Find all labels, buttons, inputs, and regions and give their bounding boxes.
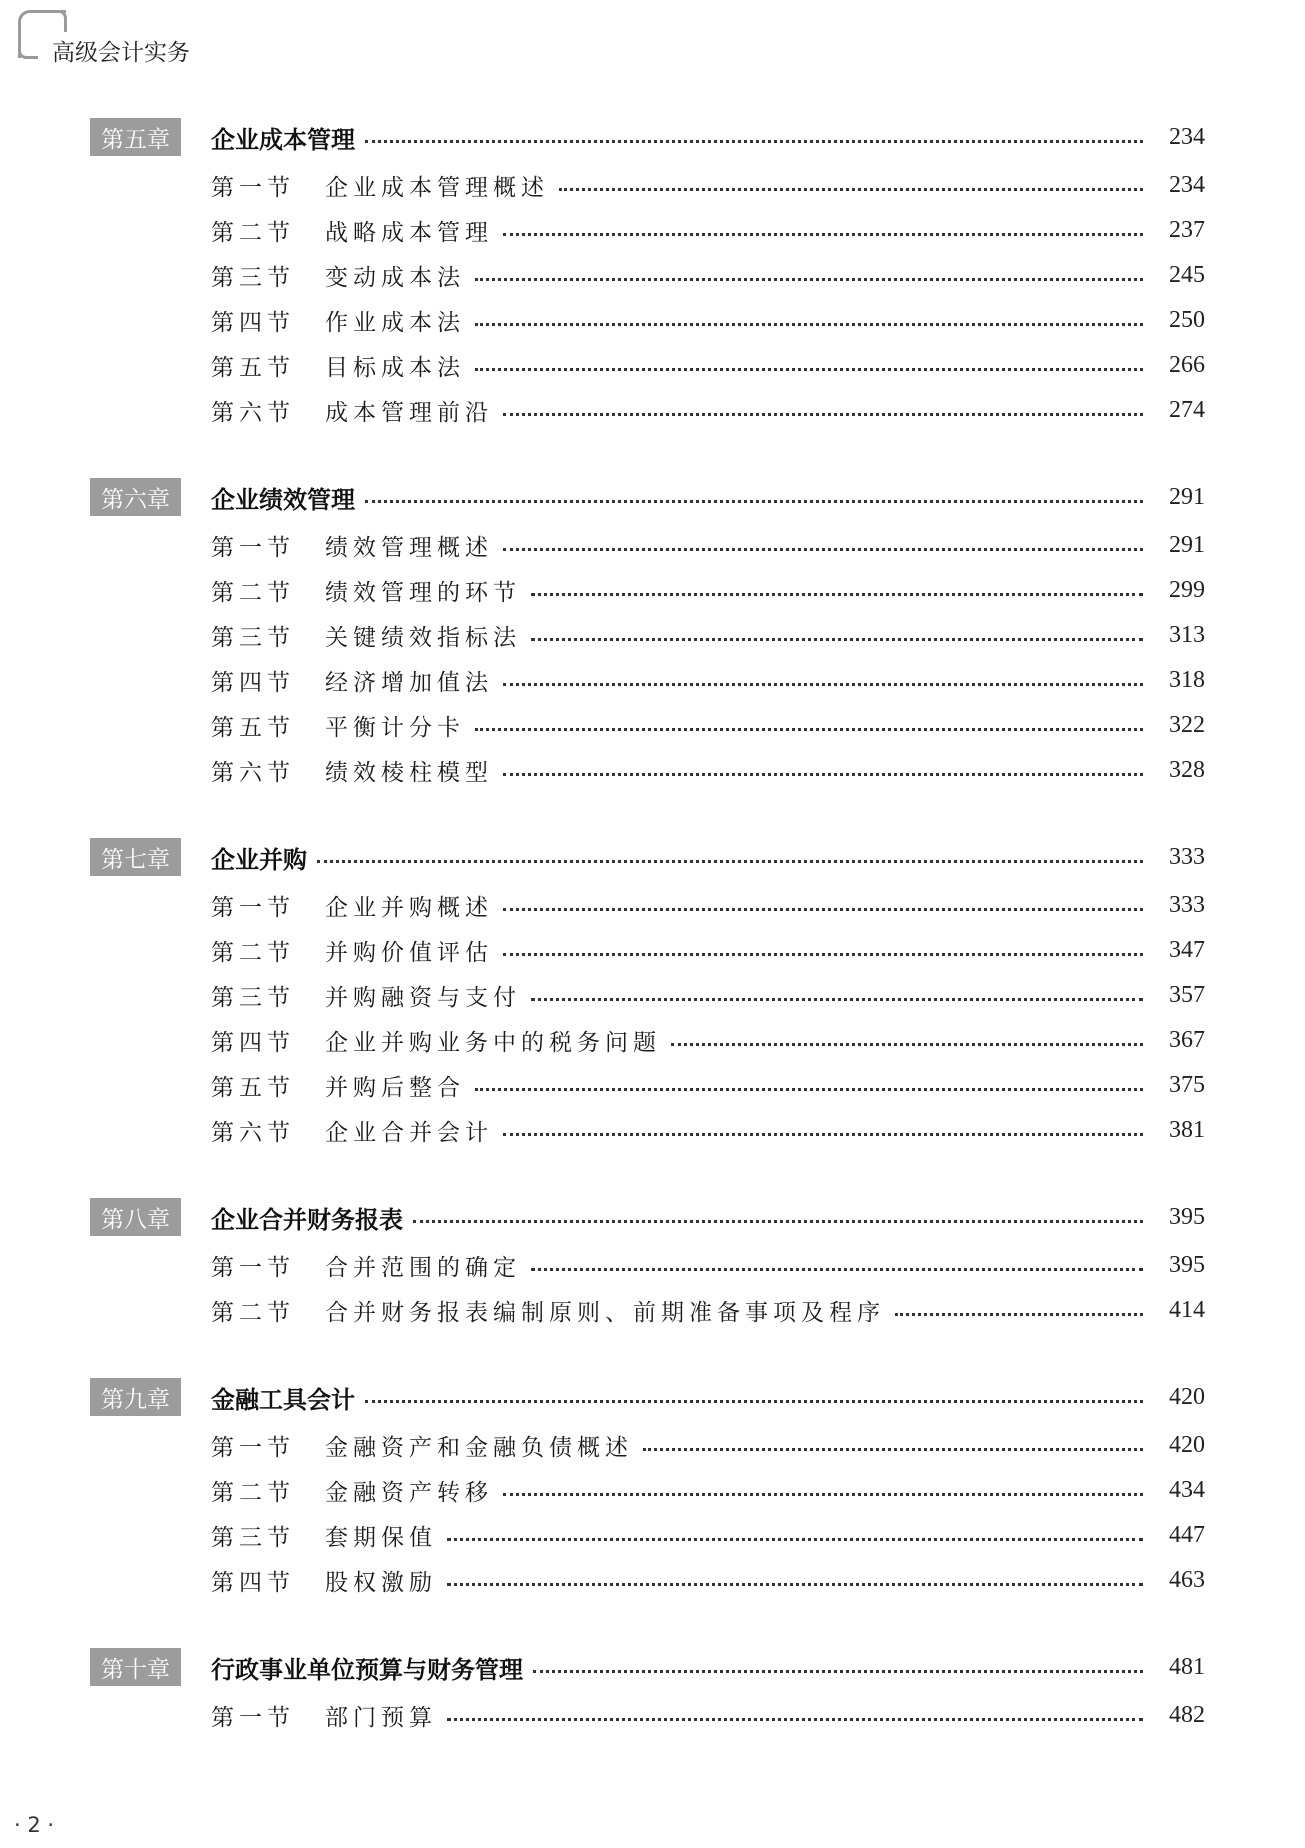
section-number: 第四节 xyxy=(211,1570,295,1596)
section-number: 第二节 xyxy=(211,1300,295,1326)
section-title: 企业并购业务中的税务问题 xyxy=(325,1030,661,1056)
dot-leader xyxy=(503,773,1143,776)
section-title: 并购后整合 xyxy=(325,1075,465,1101)
section-title: 股权激励 xyxy=(325,1570,437,1596)
dot-leader xyxy=(447,1718,1143,1721)
chapter-badge: 第七章 xyxy=(90,838,181,876)
dot-leader xyxy=(503,1133,1143,1136)
chapter-row[interactable] xyxy=(90,1195,1205,1239)
dot-leader xyxy=(895,1313,1143,1316)
section-number: 第五节 xyxy=(211,715,295,741)
section-row[interactable] xyxy=(211,658,1205,703)
chapter-row[interactable] xyxy=(90,1645,1205,1689)
dot-leader xyxy=(365,140,1143,143)
section-page-number: 266 xyxy=(1169,352,1205,378)
section-number: 第四节 xyxy=(211,670,295,696)
dot-leader xyxy=(365,500,1143,503)
dot-leader xyxy=(559,188,1143,191)
dot-leader xyxy=(475,728,1143,731)
chapter-page-number: 234 xyxy=(1169,123,1205,150)
chapter-row[interactable] xyxy=(90,835,1205,879)
chapter-badge: 第十章 xyxy=(90,1648,181,1686)
section-title: 绩效棱柱模型 xyxy=(325,760,493,786)
section-number: 第四节 xyxy=(211,310,295,336)
chapter-title: 企业绩效管理 xyxy=(211,485,355,514)
section-title: 平衡计分卡 xyxy=(325,715,465,741)
section-title: 企业成本管理概述 xyxy=(325,175,549,201)
section-number: 第一节 xyxy=(211,1705,295,1731)
dot-leader xyxy=(503,233,1143,236)
dot-leader xyxy=(503,548,1143,551)
section-title: 金融资产和金融负债概述 xyxy=(325,1435,633,1461)
chapter-block xyxy=(90,835,1205,1153)
dot-leader xyxy=(671,1043,1143,1046)
dot-leader xyxy=(475,278,1143,281)
section-row[interactable] xyxy=(211,343,1205,388)
chapter-block xyxy=(90,1375,1205,1603)
section-page-number: 447 xyxy=(1169,1522,1205,1548)
dot-leader xyxy=(533,1670,1143,1673)
section-title: 经济增加值法 xyxy=(325,670,493,696)
chapter-page-number: 481 xyxy=(1169,1653,1205,1680)
chapter-title: 企业合并财务报表 xyxy=(211,1205,403,1234)
dot-leader xyxy=(503,1493,1143,1496)
table-of-contents xyxy=(90,115,1205,1780)
section-row[interactable] xyxy=(211,298,1205,343)
section-page-number: 434 xyxy=(1169,1477,1205,1503)
section-row[interactable] xyxy=(211,748,1205,793)
dot-leader xyxy=(413,1220,1143,1223)
section-number: 第三节 xyxy=(211,265,295,291)
section-title: 企业并购概述 xyxy=(325,895,493,921)
section-number: 第一节 xyxy=(211,175,295,201)
section-number: 第一节 xyxy=(211,1255,295,1281)
chapter-badge: 第八章 xyxy=(90,1198,181,1236)
section-page-number: 333 xyxy=(1169,892,1205,918)
section-page-number: 357 xyxy=(1169,982,1205,1008)
chapter-title: 行政事业单位预算与财务管理 xyxy=(211,1655,523,1684)
dot-leader xyxy=(475,1088,1143,1091)
section-title: 绩效管理概述 xyxy=(325,535,493,561)
dot-leader xyxy=(317,860,1143,863)
section-row[interactable] xyxy=(211,1468,1205,1513)
section-list xyxy=(90,1423,1205,1603)
section-title: 部门预算 xyxy=(325,1705,437,1731)
chapter-title: 金融工具会计 xyxy=(211,1385,355,1414)
section-page-number: 463 xyxy=(1169,1567,1205,1593)
dot-leader xyxy=(503,413,1143,416)
dot-leader xyxy=(447,1583,1143,1586)
section-page-number: 291 xyxy=(1169,532,1205,558)
section-page-number: 318 xyxy=(1169,667,1205,693)
section-page-number: 328 xyxy=(1169,757,1205,783)
section-page-number: 245 xyxy=(1169,262,1205,288)
section-number: 第三节 xyxy=(211,625,295,651)
section-list xyxy=(90,1243,1205,1333)
running-header-title: 高级会计实务 xyxy=(52,40,190,66)
section-row[interactable] xyxy=(211,928,1205,973)
dot-leader xyxy=(531,593,1143,596)
page-number-footer: · 2 · xyxy=(14,1813,55,1837)
section-title: 目标成本法 xyxy=(325,355,465,381)
section-number: 第二节 xyxy=(211,1480,295,1506)
section-row[interactable] xyxy=(211,208,1205,253)
section-row[interactable] xyxy=(211,613,1205,658)
section-number: 第五节 xyxy=(211,355,295,381)
dot-leader xyxy=(531,638,1143,641)
chapter-badge: 第五章 xyxy=(90,118,181,156)
section-number: 第二节 xyxy=(211,940,295,966)
section-page-number: 237 xyxy=(1169,217,1205,243)
section-list xyxy=(90,1693,1205,1738)
chapter-row[interactable] xyxy=(90,475,1205,519)
section-number: 第二节 xyxy=(211,580,295,606)
section-number: 第六节 xyxy=(211,1120,295,1146)
section-row[interactable] xyxy=(211,1558,1205,1603)
chapter-page-number: 420 xyxy=(1169,1383,1205,1410)
section-row[interactable] xyxy=(211,568,1205,613)
section-title: 作业成本法 xyxy=(325,310,465,336)
section-title: 并购价值评估 xyxy=(325,940,493,966)
chapter-block xyxy=(90,475,1205,793)
section-title: 企业合并会计 xyxy=(325,1120,493,1146)
dot-leader xyxy=(503,683,1143,686)
section-list xyxy=(90,163,1205,433)
section-row[interactable] xyxy=(211,523,1205,568)
section-row[interactable] xyxy=(211,973,1205,1018)
section-number: 第四节 xyxy=(211,1030,295,1056)
section-number: 第六节 xyxy=(211,760,295,786)
section-page-number: 420 xyxy=(1169,1432,1205,1458)
section-page-number: 482 xyxy=(1169,1702,1205,1728)
dot-leader xyxy=(475,323,1143,326)
section-page-number: 375 xyxy=(1169,1072,1205,1098)
section-page-number: 322 xyxy=(1169,712,1205,738)
section-row[interactable] xyxy=(211,1108,1205,1153)
section-row[interactable] xyxy=(211,1693,1205,1738)
section-page-number: 381 xyxy=(1169,1117,1205,1143)
section-page-number: 234 xyxy=(1169,172,1205,198)
section-number: 第六节 xyxy=(211,400,295,426)
section-row[interactable] xyxy=(211,1063,1205,1108)
dot-leader xyxy=(503,953,1143,956)
section-row[interactable] xyxy=(211,1513,1205,1558)
chapter-row[interactable] xyxy=(90,1375,1205,1419)
section-title: 成本管理前沿 xyxy=(325,400,493,426)
section-row[interactable] xyxy=(211,1243,1205,1288)
section-number: 第三节 xyxy=(211,1525,295,1551)
section-list xyxy=(90,523,1205,793)
section-page-number: 414 xyxy=(1169,1297,1205,1323)
chapter-block xyxy=(90,115,1205,433)
dot-leader xyxy=(365,1400,1143,1403)
dot-leader xyxy=(447,1538,1143,1541)
section-page-number: 250 xyxy=(1169,307,1205,333)
section-row[interactable] xyxy=(211,253,1205,298)
section-title: 套期保值 xyxy=(325,1525,437,1551)
chapter-title: 企业成本管理 xyxy=(211,125,355,154)
dot-leader xyxy=(531,1268,1143,1271)
section-number: 第一节 xyxy=(211,535,295,561)
dot-leader xyxy=(475,368,1143,371)
section-title: 绩效管理的环节 xyxy=(325,580,521,606)
section-row[interactable] xyxy=(211,388,1205,433)
chapter-block xyxy=(90,1645,1205,1738)
section-title: 变动成本法 xyxy=(325,265,465,291)
chapter-page-number: 395 xyxy=(1169,1203,1205,1230)
section-title: 关键绩效指标法 xyxy=(325,625,521,651)
dot-leader xyxy=(503,908,1143,911)
chapter-row[interactable] xyxy=(90,115,1205,159)
chapter-title: 企业并购 xyxy=(211,845,307,874)
section-list xyxy=(90,883,1205,1153)
section-row[interactable] xyxy=(211,883,1205,928)
dot-leader xyxy=(643,1448,1143,1451)
section-number: 第一节 xyxy=(211,895,295,921)
section-row[interactable] xyxy=(211,1423,1205,1468)
chapter-block xyxy=(90,1195,1205,1333)
chapter-page-number: 291 xyxy=(1169,483,1205,510)
chapter-badge: 第九章 xyxy=(90,1378,181,1416)
section-number: 第一节 xyxy=(211,1435,295,1461)
section-page-number: 274 xyxy=(1169,397,1205,423)
section-title: 合并范围的确定 xyxy=(325,1255,521,1281)
chapter-page-number: 333 xyxy=(1169,843,1205,870)
section-title: 合并财务报表编制原则、前期准备事项及程序 xyxy=(325,1300,885,1326)
section-title: 战略成本管理 xyxy=(325,220,493,246)
section-page-number: 347 xyxy=(1169,937,1205,963)
section-number: 第三节 xyxy=(211,985,295,1011)
chapter-badge: 第六章 xyxy=(90,478,181,516)
dot-leader xyxy=(531,998,1143,1001)
section-row[interactable] xyxy=(211,1288,1205,1333)
section-number: 第二节 xyxy=(211,220,295,246)
section-row[interactable] xyxy=(211,703,1205,748)
section-page-number: 299 xyxy=(1169,577,1205,603)
section-row[interactable] xyxy=(211,1018,1205,1063)
section-row[interactable] xyxy=(211,163,1205,208)
section-title: 并购融资与支付 xyxy=(325,985,521,1011)
section-page-number: 313 xyxy=(1169,622,1205,648)
section-number: 第五节 xyxy=(211,1075,295,1101)
section-page-number: 367 xyxy=(1169,1027,1205,1053)
section-title: 金融资产转移 xyxy=(325,1480,493,1506)
section-page-number: 395 xyxy=(1169,1252,1205,1278)
